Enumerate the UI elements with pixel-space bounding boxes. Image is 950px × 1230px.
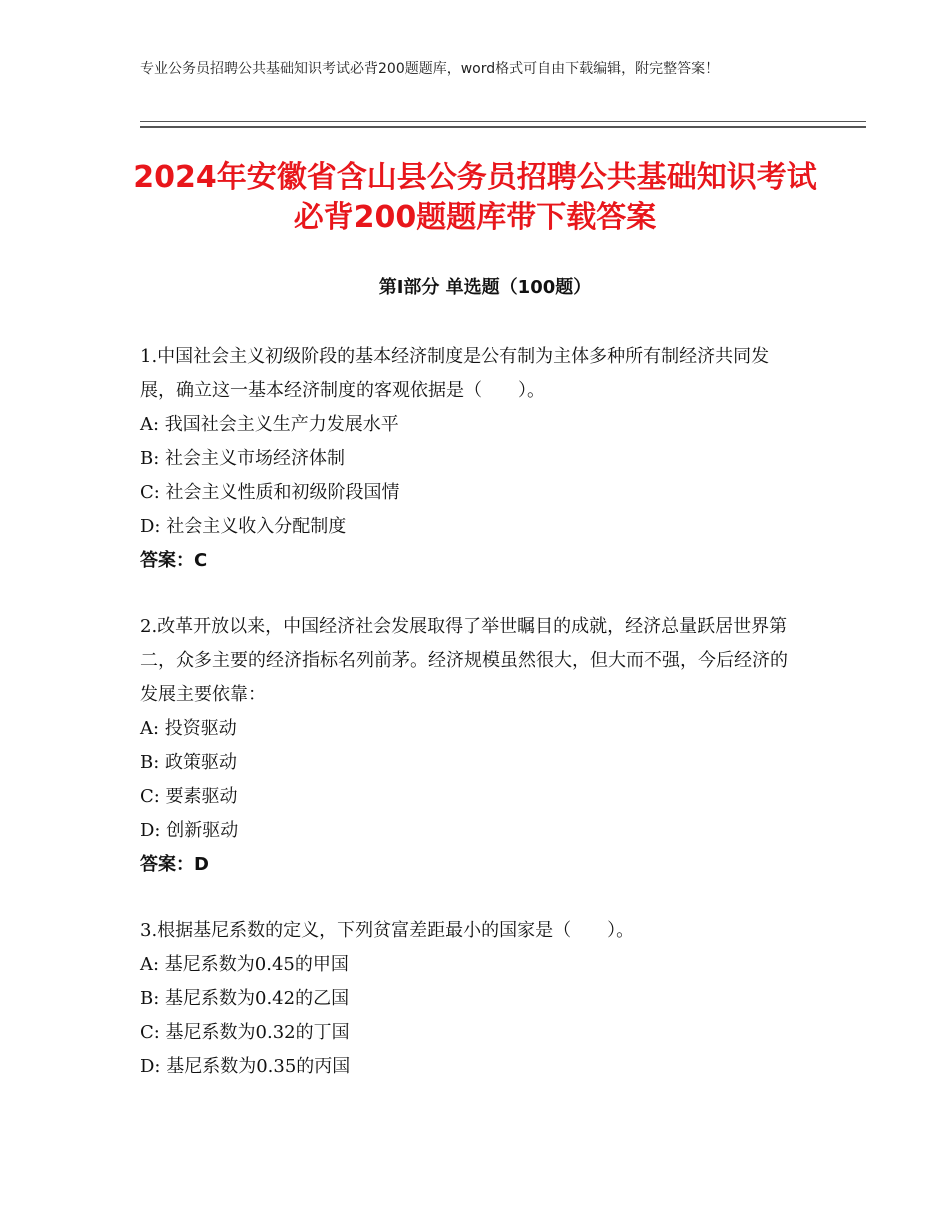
question-stem: 3.根据基尼系数的定义，下列贫富差距最小的国家是（ ）。 <box>140 920 635 941</box>
answer: 答案：C <box>140 550 208 571</box>
header-divider <box>140 121 866 128</box>
answer: 答案：D <box>140 854 209 875</box>
question-1 <box>140 340 800 578</box>
option-b: B: 社会主义市场经济体制 <box>140 448 346 469</box>
option-c: C: 基尼系数为0.32的丁国 <box>140 1022 350 1043</box>
header-note: 专业公务员招聘公共基础知识考试必背200题题库，word格式可自由下载编辑，附完整答案！ <box>140 61 720 77</box>
option-a: A: 基尼系数为0.45的甲国 <box>140 954 349 975</box>
document-title: 2024年安徽省含山县公务员招聘公共基础知识考试必背200题题库带下载答案 <box>133 160 817 235</box>
question-3 <box>140 914 800 1084</box>
option-c: C: 社会主义性质和初级阶段国情 <box>140 482 400 503</box>
option-d: D: 基尼系数为0.35的丙国 <box>140 1056 351 1077</box>
section-title: 第Ⅰ部分 单选题（100题） <box>378 277 592 298</box>
option-a: A: 我国社会主义生产力发展水平 <box>140 414 399 435</box>
option-d: D: 创新驱动 <box>140 820 239 841</box>
option-a: A: 投资驱动 <box>140 718 237 739</box>
question-stem: 2.改革开放以来，中国经济社会发展取得了举世瞩目的成就，经济总量跃居世界第二，众多主要的经济指标名列前茅。经济规模虽然很大，但大而不强，今后经济的发展主要依靠： <box>140 616 788 705</box>
option-b: B: 基尼系数为0.42的乙国 <box>140 988 350 1009</box>
question-stem: 1.中国社会主义初级阶段的基本经济制度是公有制为主体多种所有制经济共同发展，确立这一基本经济制度的客观依据是（ ）。 <box>140 346 770 401</box>
option-b: B: 政策驱动 <box>140 752 238 773</box>
option-d: D: 社会主义收入分配制度 <box>140 516 347 537</box>
question-list <box>140 340 800 1116</box>
option-c: C: 要素驱动 <box>140 786 238 807</box>
question-2 <box>140 610 800 882</box>
